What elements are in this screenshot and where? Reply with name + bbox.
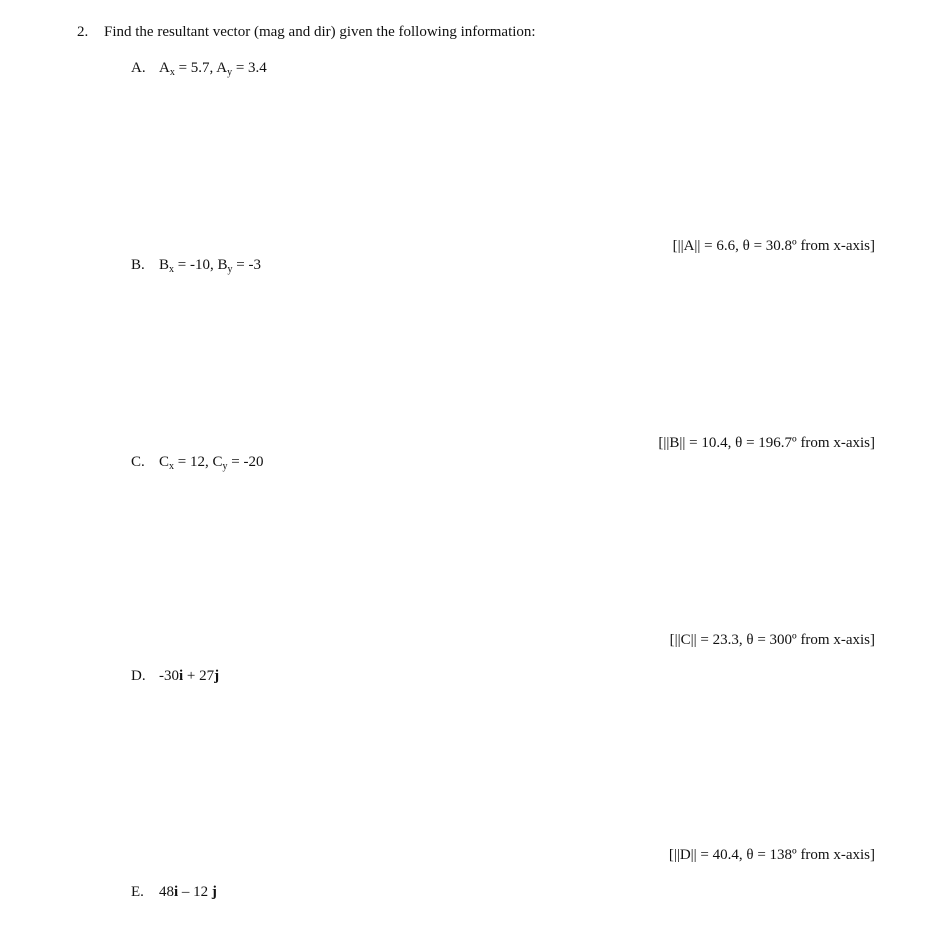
component-value: = 12, <box>174 454 213 470</box>
component-value: = 3.4 <box>232 60 267 76</box>
component-name: A <box>159 60 170 76</box>
component-value: = 5.7, <box>174 60 217 76</box>
part-c-components <box>159 453 263 471</box>
component-subscript: x <box>169 67 175 78</box>
component-name: A <box>216 60 228 76</box>
component-name: C <box>159 454 170 470</box>
part-d-letter: D. <box>131 668 146 684</box>
part-c-letter: C. <box>131 454 145 470</box>
question-prompt: Find the resultant vector (mag and dir) given the following information: <box>104 24 536 40</box>
unit-coefficient: – 12 <box>178 884 212 900</box>
part-e-letter: E. <box>131 884 144 900</box>
part-a-letter: A. <box>131 60 146 76</box>
part-a-answer: [||A|| = 6.6, θ = 30.8º from x-axis] <box>672 238 875 254</box>
part-b-letter: B. <box>131 257 145 273</box>
unit-vector-j: j <box>214 668 220 684</box>
component-value: = -3 <box>232 257 261 273</box>
component-value: = -10, <box>174 257 218 273</box>
part-d-vector <box>159 667 219 685</box>
component-name: B <box>217 257 228 273</box>
question-number: 2. <box>77 24 89 40</box>
component-name: C <box>212 454 223 470</box>
unit-coefficient: 48 <box>159 884 174 900</box>
unit-coefficient: + 27 <box>183 668 215 684</box>
part-a-components <box>159 59 267 77</box>
part-d-answer: [||D|| = 40.4, θ = 138º from x-axis] <box>668 847 875 863</box>
part-e-vector <box>159 883 217 901</box>
component-subscript: y <box>227 67 233 78</box>
component-subscript: y <box>222 461 228 472</box>
component-subscript: x <box>169 264 175 275</box>
part-b-answer: [||B|| = 10.4, θ = 196.7º from x-axis] <box>658 435 875 451</box>
part-c-answer: [||C|| = 23.3, θ = 300º from x-axis] <box>669 632 875 648</box>
component-subscript: y <box>227 264 233 275</box>
unit-vector-j: j <box>211 884 217 900</box>
unit-coefficient: -30 <box>159 668 179 684</box>
unit-vector-i: i <box>174 884 179 900</box>
component-subscript: x <box>169 461 175 472</box>
component-value: = -20 <box>227 454 264 470</box>
unit-vector-i: i <box>179 668 184 684</box>
part-b-components <box>159 256 261 274</box>
component-name: B <box>159 257 170 273</box>
